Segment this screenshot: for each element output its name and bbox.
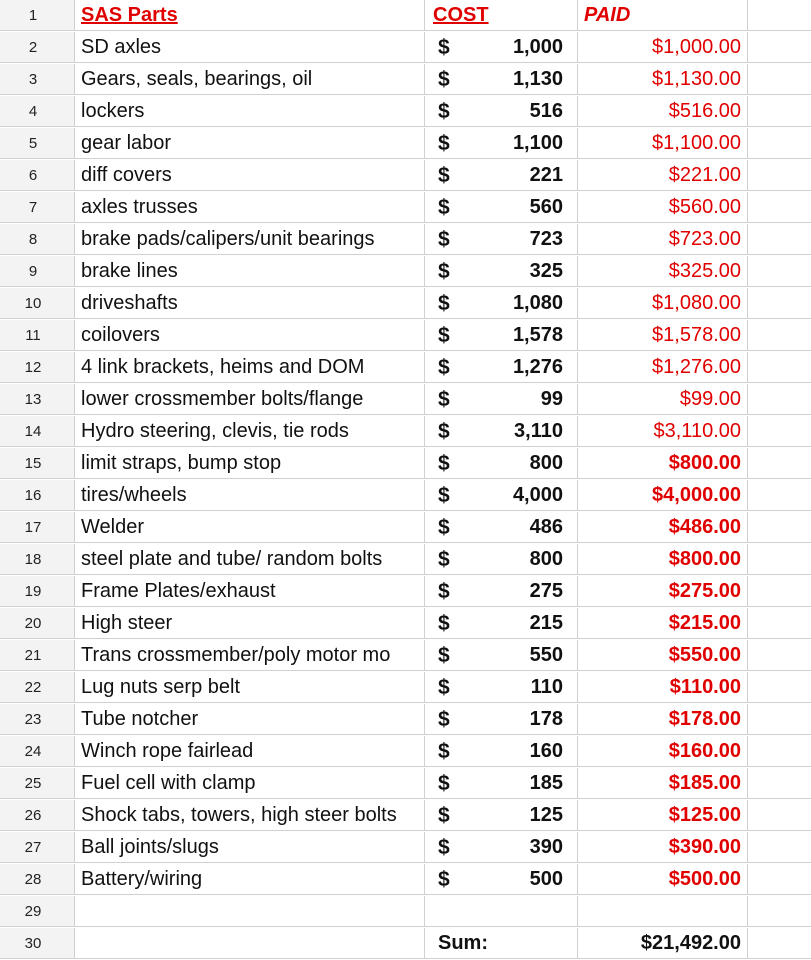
paid-cell[interactable]: $550.00	[578, 640, 748, 671]
row-number[interactable]: 12	[0, 352, 75, 383]
cost-value: 125	[529, 804, 563, 826]
part-cell[interactable]: High steer	[75, 608, 425, 639]
empty-cell[interactable]	[748, 480, 811, 511]
currency-symbol: $	[438, 516, 450, 539]
cost-value: 486	[529, 516, 563, 538]
cost-cell[interactable]	[425, 96, 578, 127]
cost-cell[interactable]	[425, 672, 578, 703]
part-cell[interactable]: coilovers	[75, 320, 425, 351]
part-cell[interactable]: Hydro steering, clevis, tie rods	[75, 416, 425, 447]
header-cost[interactable]: COST	[425, 0, 578, 31]
empty-cell[interactable]	[578, 896, 748, 927]
currency-symbol: $	[438, 612, 450, 635]
cost-cell[interactable]	[425, 736, 578, 767]
cost-cell[interactable]	[425, 160, 578, 191]
empty-cell[interactable]	[748, 800, 811, 831]
cost-value: 1,578	[512, 324, 563, 346]
empty-cell[interactable]	[748, 288, 811, 319]
row-number[interactable]: 28	[0, 864, 75, 895]
currency-symbol: $	[438, 804, 450, 827]
empty-cell[interactable]	[748, 608, 811, 639]
table-row	[0, 448, 811, 480]
paid-cell[interactable]: $390.00	[578, 832, 748, 863]
part-cell[interactable]: Frame Plates/exhaust	[75, 576, 425, 607]
cost-value: 215	[529, 612, 563, 634]
table-row	[0, 864, 811, 896]
table-row	[0, 160, 811, 192]
table-row	[0, 224, 811, 256]
empty-cell[interactable]	[748, 32, 811, 63]
currency-symbol: $	[438, 836, 450, 859]
paid-cell[interactable]: $3,110.00	[578, 416, 748, 447]
row-number[interactable]: 15	[0, 448, 75, 479]
empty-cell[interactable]	[748, 544, 811, 575]
paid-cell[interactable]: $516.00	[578, 96, 748, 127]
currency-symbol: $	[438, 676, 450, 699]
table-row	[0, 128, 811, 160]
row-number[interactable]: 19	[0, 576, 75, 607]
cost-value: 516	[529, 100, 563, 122]
cost-value: 185	[529, 772, 563, 794]
cost-cell[interactable]	[425, 384, 578, 415]
paid-cell[interactable]: $1,080.00	[578, 288, 748, 319]
table-row	[0, 576, 811, 608]
empty-cell[interactable]	[748, 128, 811, 159]
currency-symbol: $	[438, 420, 450, 443]
empty-cell[interactable]	[748, 704, 811, 735]
cost-cell[interactable]	[425, 864, 578, 895]
part-cell[interactable]: Trans crossmember/poly motor mo	[75, 640, 425, 671]
cost-cell[interactable]	[425, 480, 578, 511]
paid-cell[interactable]: $160.00	[578, 736, 748, 767]
part-cell[interactable]: tires/wheels	[75, 480, 425, 511]
part-cell[interactable]: gear labor	[75, 128, 425, 159]
paid-cell[interactable]: $500.00	[578, 864, 748, 895]
paid-cell[interactable]: $1,000.00	[578, 32, 748, 63]
paid-cell[interactable]: $1,578.00	[578, 320, 748, 351]
empty-cell[interactable]	[75, 896, 425, 927]
cost-value: 3,110	[514, 420, 563, 442]
cost-value: 178	[529, 708, 563, 730]
currency-symbol: $	[438, 484, 450, 507]
paid-cell[interactable]: $178.00	[578, 704, 748, 735]
empty-cell[interactable]	[748, 64, 811, 95]
empty-cell[interactable]	[748, 928, 811, 959]
cost-value: 4,000	[512, 484, 563, 506]
cost-cell[interactable]	[425, 576, 578, 607]
currency-symbol: $	[438, 36, 450, 59]
table-row	[0, 608, 811, 640]
part-cell[interactable]: Lug nuts serp belt	[75, 672, 425, 703]
row-number[interactable]: 25	[0, 768, 75, 799]
part-cell[interactable]: steel plate and tube/ random bolts	[75, 544, 425, 575]
paid-cell[interactable]: $1,276.00	[578, 352, 748, 383]
currency-symbol: $	[438, 292, 450, 315]
paid-cell[interactable]: $110.00	[578, 672, 748, 703]
cost-value: 390	[529, 836, 563, 858]
row-number[interactable]: 10	[0, 288, 75, 319]
row-number[interactable]: 4	[0, 96, 75, 127]
empty-cell[interactable]	[748, 864, 811, 895]
row-number[interactable]: 14	[0, 416, 75, 447]
table-row	[0, 640, 811, 672]
cost-cell[interactable]	[425, 768, 578, 799]
cost-cell[interactable]	[425, 256, 578, 287]
empty-cell[interactable]	[748, 192, 811, 223]
currency-symbol: $	[438, 452, 450, 475]
part-cell[interactable]: Battery/wiring	[75, 864, 425, 895]
cost-value: 160	[529, 740, 563, 762]
currency-symbol: $	[438, 868, 450, 891]
header-row	[0, 0, 811, 32]
part-cell[interactable]: axles trusses	[75, 192, 425, 223]
paid-cell[interactable]: $1,100.00	[578, 128, 748, 159]
currency-symbol: $	[438, 196, 450, 219]
cost-cell[interactable]	[425, 544, 578, 575]
cost-cell[interactable]	[425, 416, 578, 447]
empty-cell[interactable]	[748, 832, 811, 863]
table-row	[0, 352, 811, 384]
currency-symbol: $	[438, 356, 450, 379]
empty-cell[interactable]	[748, 896, 811, 927]
currency-symbol: $	[438, 548, 450, 571]
empty-cell[interactable]	[748, 448, 811, 479]
cost-value: 325	[529, 260, 563, 282]
part-cell[interactable]: Ball joints/slugs	[75, 832, 425, 863]
empty-cell[interactable]	[748, 512, 811, 543]
cost-cell[interactable]	[425, 64, 578, 95]
empty-cell[interactable]	[748, 224, 811, 255]
empty-cell[interactable]	[748, 384, 811, 415]
row-number[interactable]: 5	[0, 128, 75, 159]
paid-cell[interactable]: $325.00	[578, 256, 748, 287]
empty-cell[interactable]	[748, 640, 811, 671]
cost-value: 550	[529, 644, 563, 666]
row-number[interactable]: 30	[0, 928, 75, 959]
table-row	[0, 480, 811, 512]
cost-cell[interactable]	[425, 288, 578, 319]
table-row	[0, 800, 811, 832]
table-row	[0, 544, 811, 576]
row-number[interactable]: 18	[0, 544, 75, 575]
table-row	[0, 288, 811, 320]
currency-symbol: $	[438, 772, 450, 795]
table-row	[0, 256, 811, 288]
part-cell[interactable]: 4 link brackets, heims and DOM	[75, 352, 425, 383]
row-number[interactable]: 29	[0, 896, 75, 927]
part-cell[interactable]: SD axles	[75, 32, 425, 63]
cost-value: 1,080	[512, 292, 563, 314]
table-row	[0, 32, 811, 64]
part-cell[interactable]: limit straps, bump stop	[75, 448, 425, 479]
table-row	[0, 416, 811, 448]
part-cell[interactable]: driveshafts	[75, 288, 425, 319]
cost-cell[interactable]	[425, 32, 578, 63]
empty-cell[interactable]	[748, 672, 811, 703]
cost-value: 99	[540, 388, 563, 410]
row-number[interactable]: 8	[0, 224, 75, 255]
currency-symbol: $	[438, 100, 450, 123]
paid-cell[interactable]: $486.00	[578, 512, 748, 543]
table-row	[0, 384, 811, 416]
part-cell[interactable]: diff covers	[75, 160, 425, 191]
part-cell[interactable]: Fuel cell with clamp	[75, 768, 425, 799]
currency-symbol: $	[438, 164, 450, 187]
empty-cell[interactable]	[748, 0, 811, 31]
currency-symbol: $	[438, 740, 450, 763]
currency-symbol: $	[438, 68, 450, 91]
row-number[interactable]: 27	[0, 832, 75, 863]
empty-cell[interactable]	[425, 896, 578, 927]
table-row	[0, 192, 811, 224]
cost-cell[interactable]	[425, 800, 578, 831]
cost-value: 800	[529, 452, 563, 474]
currency-symbol: $	[438, 260, 450, 283]
paid-cell[interactable]: $125.00	[578, 800, 748, 831]
empty-cell[interactable]	[748, 416, 811, 447]
row-number[interactable]: 3	[0, 64, 75, 95]
row-number[interactable]: 16	[0, 480, 75, 511]
empty-cell[interactable]	[748, 352, 811, 383]
paid-cell[interactable]: $99.00	[578, 384, 748, 415]
empty-cell[interactable]	[748, 320, 811, 351]
sum-label-cell[interactable]	[425, 928, 578, 959]
part-cell[interactable]: Gears, seals, bearings, oil	[75, 64, 425, 95]
row-number[interactable]: 13	[0, 384, 75, 415]
cost-cell[interactable]	[425, 224, 578, 255]
row-number[interactable]: 20	[0, 608, 75, 639]
cost-value: 723	[529, 228, 563, 250]
empty-cell[interactable]	[75, 928, 425, 959]
paid-cell[interactable]: $800.00	[578, 448, 748, 479]
table-row	[0, 672, 811, 704]
part-cell[interactable]: Winch rope fairlead	[75, 736, 425, 767]
empty-cell[interactable]	[748, 736, 811, 767]
header-paid[interactable]: PAID	[578, 0, 748, 31]
cost-value: 221	[529, 164, 563, 186]
cost-cell[interactable]	[425, 704, 578, 735]
cost-cell[interactable]	[425, 640, 578, 671]
currency-symbol: $	[438, 580, 450, 603]
row-number[interactable]: 17	[0, 512, 75, 543]
part-cell[interactable]: Welder	[75, 512, 425, 543]
row-number[interactable]: 9	[0, 256, 75, 287]
currency-symbol: $	[438, 324, 450, 347]
paid-cell[interactable]: $215.00	[578, 608, 748, 639]
row-number[interactable]: 2	[0, 32, 75, 63]
cost-value: 275	[529, 580, 563, 602]
currency-symbol: $	[438, 228, 450, 251]
row-number[interactable]: 26	[0, 800, 75, 831]
cost-cell[interactable]	[425, 192, 578, 223]
table-row	[0, 704, 811, 736]
paid-cell[interactable]: $221.00	[578, 160, 748, 191]
row-number[interactable]: 11	[0, 320, 75, 351]
cost-cell[interactable]	[425, 352, 578, 383]
table-row	[0, 768, 811, 800]
sum-value-cell[interactable]: $21,492.00	[578, 928, 748, 959]
currency-symbol: $	[438, 644, 450, 667]
cost-value: 500	[529, 868, 563, 890]
empty-cell[interactable]	[748, 768, 811, 799]
part-cell[interactable]: lower crossmember bolts/flange	[75, 384, 425, 415]
table-row	[0, 832, 811, 864]
row-number[interactable]: 6	[0, 160, 75, 191]
paid-cell[interactable]: $800.00	[578, 544, 748, 575]
table-row	[0, 736, 811, 768]
cost-value: 1,100	[512, 132, 563, 154]
cost-cell[interactable]	[425, 832, 578, 863]
cost-value: 800	[529, 548, 563, 570]
cost-value: 1,130	[512, 68, 563, 90]
header-sas-parts[interactable]: SAS Parts	[75, 0, 425, 31]
cost-cell[interactable]	[425, 608, 578, 639]
row-number[interactable]: 1	[0, 0, 75, 31]
cost-value: 110	[530, 676, 563, 698]
part-cell[interactable]: brake lines	[75, 256, 425, 287]
table-row	[0, 320, 811, 352]
row-number[interactable]: 21	[0, 640, 75, 671]
part-cell[interactable]: Tube notcher	[75, 704, 425, 735]
empty-cell[interactable]	[748, 96, 811, 127]
cost-cell[interactable]	[425, 320, 578, 351]
paid-cell[interactable]: $1,130.00	[578, 64, 748, 95]
table-row	[0, 512, 811, 544]
empty-cell[interactable]	[748, 576, 811, 607]
sum-row	[0, 928, 811, 960]
cost-cell[interactable]	[425, 128, 578, 159]
cost-value: 1,000	[512, 36, 563, 58]
row-number[interactable]: 24	[0, 736, 75, 767]
cost-value: 560	[529, 196, 563, 218]
currency-symbol: $	[438, 132, 450, 155]
paid-cell[interactable]: $275.00	[578, 576, 748, 607]
paid-cell[interactable]: $560.00	[578, 192, 748, 223]
currency-symbol: $	[438, 708, 450, 731]
part-cell[interactable]: Shock tabs, towers, high steer bolts	[75, 800, 425, 831]
paid-cell[interactable]: $185.00	[578, 768, 748, 799]
currency-symbol: $	[438, 388, 450, 411]
paid-cell[interactable]: $723.00	[578, 224, 748, 255]
cost-cell[interactable]	[425, 448, 578, 479]
row-number[interactable]: 23	[0, 704, 75, 735]
row-number[interactable]: 22	[0, 672, 75, 703]
row-number[interactable]: 7	[0, 192, 75, 223]
cost-value: 1,276	[512, 356, 563, 378]
empty-cell[interactable]	[748, 256, 811, 287]
table-row	[0, 64, 811, 96]
empty-cell[interactable]	[748, 160, 811, 191]
cost-cell[interactable]	[425, 512, 578, 543]
part-cell[interactable]: lockers	[75, 96, 425, 127]
table-row	[0, 96, 811, 128]
part-cell[interactable]: brake pads/calipers/unit bearings	[75, 224, 425, 255]
paid-cell[interactable]: $4,000.00	[578, 480, 748, 511]
sum-label: Sum:	[438, 932, 488, 954]
table-row	[0, 896, 811, 928]
